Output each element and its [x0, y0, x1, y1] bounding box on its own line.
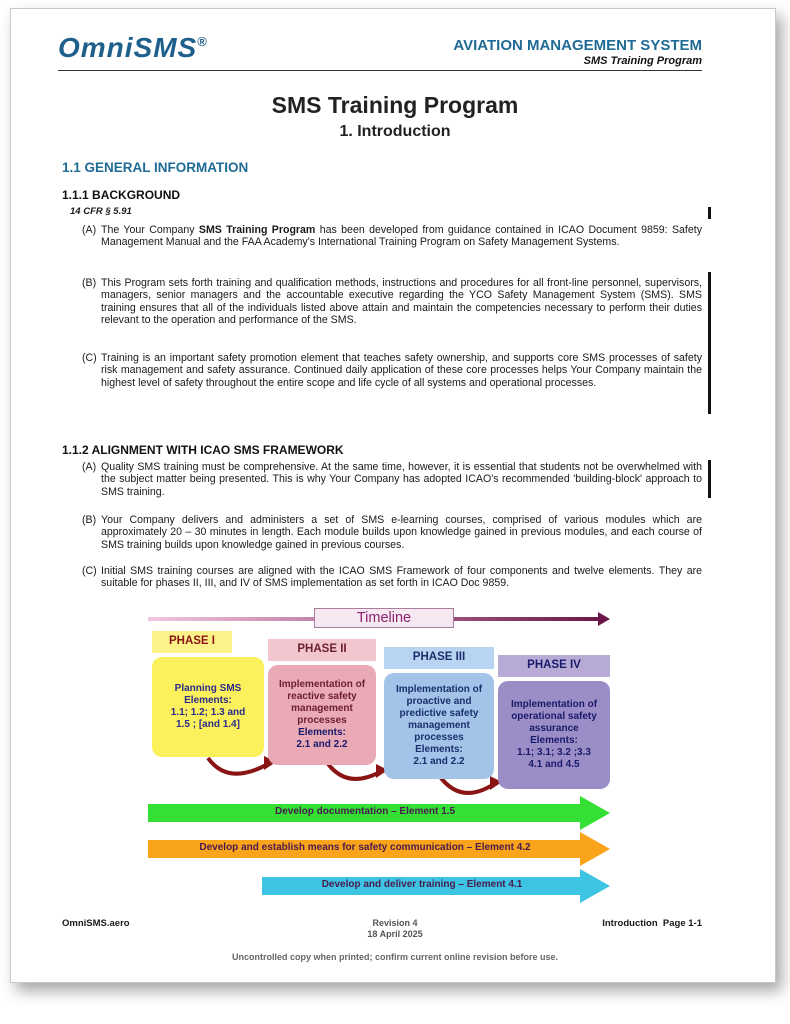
change-bar	[708, 272, 711, 414]
phase-4-tab: PHASE IV	[498, 655, 610, 677]
arrow-training-head	[580, 869, 610, 903]
phase-1-tab: PHASE I	[152, 631, 232, 653]
footer-page-info: Introduction Page 1-1	[602, 918, 702, 929]
cfr-reference: 14 CFR § 5.91	[70, 206, 132, 217]
timeline-arrowhead	[598, 612, 610, 626]
background-paragraph-c: (C) Training is an important safety promotion element that teaches safety ownership, and supports core SMS processes of safety risk management and safety assurance. Continued daily application of these core processes helps Your Company maintain the highest level of safety throughout the entire scope and life cycle of all systems and operational processes.	[82, 352, 702, 389]
timeline-label: Timeline	[314, 608, 454, 628]
header-rule	[58, 70, 702, 71]
omnisms-logo: OmniSMS®	[58, 32, 208, 63]
background-paragraph-a: (A) The Your Company SMS Training Program has been developed from guidance contained in ICAO Document 9859: Safety Management Manual and the FAA Academy's International Training Program on Safety Management Systems.	[82, 224, 702, 249]
footer-website: OmniSMS.aero	[62, 918, 130, 929]
document-subtitle: 1. Introduction	[339, 123, 451, 140]
phase-connector-arrow	[208, 758, 268, 774]
background-paragraph-b: (B) This Program sets forth training and qualification methods, instructions and procedures for all front-line personnel, supervisors, managers, senior managers and the accountable executive regarding the YCO Safety Management System (SMS). SMS training ensures that all of the individuals listed above attain and maintain the competencies necessary to perform their duties relevant to the operation and performance of the SMS.	[82, 277, 702, 327]
header-title: AVIATION MANAGEMENT SYSTEM	[453, 37, 702, 54]
sms-implementation-diagram	[148, 606, 618, 906]
arrow-communication-label: Develop and establish means for safety communication – Element 4.2	[199, 842, 531, 853]
alignment-paragraph-b: (B) Your Company delivers and administers a set of SMS e-learning courses, comprised of various modules which are approximately 20 – 30 minutes in length. Each module builds upon knowledge gained in previous modules, and each course of SMS training builds upon knowledge gained in previous courses.	[82, 514, 702, 551]
phase-3-tab: PHASE III	[384, 647, 494, 669]
document-title: SMS Training Program	[271, 92, 519, 118]
change-bar	[708, 460, 711, 498]
phase-2-tab: PHASE II	[268, 639, 376, 661]
arrow-training-label: Develop and deliver training – Element 4.1	[321, 879, 523, 890]
alignment-heading: 1.1.2 ALIGNMENT WITH ICAO SMS FRAMEWORK	[62, 443, 344, 457]
alignment-paragraph-a: (A) Quality SMS training must be comprehensive. At the same time, however, it is essential that students not be overwhelmed with the subject matter being presented. This is why Your Company has adopted ICAO's recommended 'building-block' approach to SMS training.	[82, 461, 702, 498]
arrow-documentation-head	[580, 796, 610, 830]
phase-2-box: Implementation of reactive safety management processes Elements: 2.1 and 2.2	[268, 665, 376, 765]
footer-revision: Revision 4 18 April 2025	[367, 918, 423, 939]
alignment-paragraph-c: (C) Initial SMS training courses are aligned with the ICAO SMS Framework of four components and twelve elements. They are suitable for phases II, III, and IV of SMS implementation as set forth in ICAO Doc 9859.	[82, 565, 702, 590]
arrow-documentation-label: Develop documentation – Element 1.5	[274, 806, 456, 817]
phase-4-box: Implementation of operational safety assurance Elements: 1.1; 3.1; 3.2 ;3.3 4.1 and 4.5	[498, 681, 610, 789]
section-heading: 1.1 GENERAL INFORMATION	[62, 160, 249, 175]
background-heading: 1.1.1 BACKGROUND	[62, 188, 181, 202]
header-subtitle: SMS Training Program	[583, 55, 702, 67]
footer-note: Uncontrolled copy when printed; confirm current online revision before use.	[231, 952, 559, 962]
phase-3-box: Implementation of proactive and predictive safety management processes Elements: 2.1 and 2.2	[384, 673, 494, 779]
change-bar	[708, 207, 711, 219]
phase-1-box: Planning SMS Elements: 1.1; 1.2; 1.3 and 1.5 ; [and 1.4]	[152, 657, 264, 757]
arrow-communication-head	[580, 832, 610, 866]
